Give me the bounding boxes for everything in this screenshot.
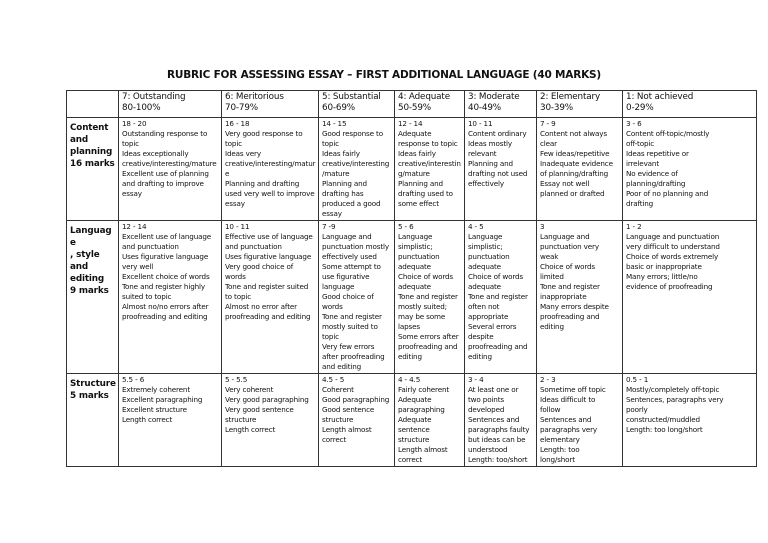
descriptor-line: poorly <box>626 405 648 414</box>
rubric-cell <box>319 118 395 221</box>
column-level-name: 1: Not achieved <box>626 92 694 102</box>
descriptor-line: and editing <box>322 362 362 371</box>
descriptor-line: Choice of words <box>398 272 454 281</box>
descriptor-line: Length correct <box>225 425 276 434</box>
descriptor-line: correct <box>398 455 423 464</box>
column-percent-range: 70-79% <box>225 103 259 113</box>
descriptor-line: follow <box>540 405 561 414</box>
column-level-name: 2: Elementary <box>540 92 601 102</box>
descriptor-line: Excellent choice of words <box>122 272 210 281</box>
descriptor-line: very difficult to understand <box>626 242 720 251</box>
descriptor-line: Ideas fairly <box>322 149 360 158</box>
descriptor-line: Inadequate evidence <box>540 159 613 168</box>
descriptor-line: Few ideas/repetitive <box>540 149 610 158</box>
criterion-label-line: , style <box>70 250 100 260</box>
mark-range: 2 - 3 <box>540 375 556 384</box>
mark-range: 10 - 11 <box>225 222 250 231</box>
rubric-cell <box>395 118 465 221</box>
descriptor-line: Tone and register <box>322 312 382 321</box>
criterion-row <box>67 221 757 374</box>
descriptor-line: editing <box>468 352 492 361</box>
criterion-label <box>67 118 119 221</box>
descriptor-line: topic <box>225 139 242 148</box>
descriptor-line: evidence of proofreading <box>626 282 713 291</box>
criterion-label-line: editing <box>70 274 105 284</box>
descriptor-line: Tone and register <box>468 292 528 301</box>
header-corner-cell <box>67 91 119 118</box>
descriptor-line: use figurative <box>322 272 370 281</box>
descriptor-line: Content ordinary <box>468 129 527 138</box>
column-percent-range: 30-39% <box>540 103 574 113</box>
descriptor-line: Length: too/short <box>468 455 528 464</box>
descriptor-line: Mostly/completely off-topic <box>626 385 720 394</box>
descriptor-line: Planning and <box>468 159 513 168</box>
criterion-label-line: 9 marks <box>70 286 109 296</box>
column-percent-range: 0-29% <box>626 103 654 113</box>
descriptor-line: limited <box>540 272 564 281</box>
descriptor-line: but ideas can be <box>468 435 526 444</box>
descriptor-line: appropriate <box>468 312 509 321</box>
descriptor-line: adequate <box>468 282 501 291</box>
descriptor-line: /mature <box>322 169 350 178</box>
descriptor-line: adequate <box>398 282 431 291</box>
descriptor-line: long/short <box>540 455 575 464</box>
descriptor-line: elementary <box>540 435 580 444</box>
descriptor-line: Almost no error after <box>225 302 297 311</box>
descriptor-line: mostly suited; <box>398 302 447 311</box>
descriptor-line: proofreading and <box>468 342 528 351</box>
descriptor-line: lapses <box>398 322 420 331</box>
descriptor-line: topic <box>322 332 339 341</box>
rubric-cell <box>319 374 395 467</box>
descriptor-line: structure <box>322 415 354 424</box>
mark-range: 3 - 6 <box>626 119 642 128</box>
column-level-name: 6: Meritorious <box>225 92 284 102</box>
descriptor-line: Tone and register suited <box>225 282 309 291</box>
descriptor-line: Very good choice of <box>225 262 294 271</box>
descriptor-line: creative/interesting/mature <box>398 159 461 178</box>
mark-range: 5 - 6 <box>398 222 414 231</box>
descriptor-line: two points <box>468 395 504 404</box>
column-level-name: 7: Outstanding <box>122 92 186 102</box>
descriptor-line: Content not always <box>540 129 607 138</box>
descriptor-line: drafting <box>626 199 654 208</box>
mark-range: 12 - 14 <box>122 222 147 231</box>
descriptor-line: Some attempt to <box>322 262 381 271</box>
descriptor-line: Ideas difficult to <box>540 395 596 404</box>
descriptor-line: Adequate <box>398 415 432 424</box>
descriptor-line: Choice of words <box>540 262 596 271</box>
descriptor-line: Good response to <box>322 129 383 138</box>
descriptor-line: Many errors despite <box>540 302 609 311</box>
descriptor-line: Content off-topic/mostly <box>626 129 710 138</box>
mark-range: 4 - 5 <box>468 222 484 231</box>
descriptor-line: produced a good <box>322 199 381 208</box>
descriptor-line: Coherent <box>322 385 354 394</box>
criterion-label <box>67 221 119 374</box>
descriptor-line: punctuation very <box>540 242 599 251</box>
descriptor-line: Language and <box>322 232 372 241</box>
rubric-cell <box>222 374 319 467</box>
column-percent-range: 80-100% <box>122 103 161 113</box>
descriptor-line: Tone and register <box>540 282 600 291</box>
descriptor-line: Very coherent <box>225 385 274 394</box>
descriptor-line: Several errors <box>468 322 517 331</box>
descriptor-line: correct <box>322 435 347 444</box>
column-header <box>537 91 623 118</box>
criterion-label-line: planning <box>70 147 113 157</box>
mark-range: 5 - 5.5 <box>225 375 248 384</box>
descriptor-line: developed <box>468 405 505 414</box>
descriptor-line: creative/interesting/mature <box>225 159 316 178</box>
criterion-row <box>67 374 757 467</box>
descriptor-line: Ideas repetitive or <box>626 149 689 158</box>
descriptor-line: irrelevant <box>626 159 659 168</box>
descriptor-line: relevant <box>468 149 497 158</box>
descriptor-line: may be some <box>398 312 446 321</box>
descriptor-line: Tone and register <box>398 292 458 301</box>
descriptor-line: Sometime off topic <box>540 385 606 394</box>
rubric-cell <box>119 118 222 221</box>
descriptor-line: Some errors after <box>398 332 459 341</box>
descriptor-line: Very good sentence <box>225 405 294 414</box>
rubric-cell <box>623 221 757 374</box>
descriptor-line: drafting has <box>322 189 364 198</box>
descriptor-line: Language <box>468 232 503 241</box>
rubric-title: RUBRIC FOR ASSESSING ESSAY – FIRST ADDITIONAL LANGUAGE (40 MARKS) <box>167 69 601 81</box>
header-row <box>67 91 757 118</box>
column-level-name: 5: Substantial <box>322 92 381 102</box>
criterion-label-line: 16 marks <box>70 159 115 169</box>
descriptor-line: Poor of no planning and <box>626 189 709 198</box>
descriptor-line: Ideas very <box>225 149 261 158</box>
rubric-table <box>66 90 757 467</box>
descriptor-line: proofreading and editing <box>122 312 208 321</box>
column-percent-range: 60-69% <box>322 103 356 113</box>
descriptor-line: Ideas fairly <box>398 149 436 158</box>
descriptor-line: some effect <box>398 199 439 208</box>
descriptor-line: Good paragraphing <box>322 395 390 404</box>
descriptor-line: Excellent structure <box>122 405 187 414</box>
descriptor-line: effectively <box>468 179 504 188</box>
column-header <box>465 91 537 118</box>
descriptor-line: drafting not used <box>468 169 528 178</box>
descriptor-line: paragraphs faulty <box>468 425 530 434</box>
descriptor-line: Length almost <box>398 445 448 454</box>
descriptor-line: Length almost <box>322 425 372 434</box>
descriptor-line: Length: too long/short <box>626 425 703 434</box>
descriptor-line: Sentences and <box>540 415 592 424</box>
mark-range: 14 - 15 <box>322 119 347 128</box>
criterion-label-line: and <box>70 135 89 145</box>
rubric-cell <box>623 374 757 467</box>
mark-range: 4.5 - 5 <box>322 375 345 384</box>
column-header <box>395 91 465 118</box>
mark-range: 7 -9 <box>322 222 336 231</box>
descriptor-line: Uses figurative language <box>225 252 312 261</box>
descriptor-line: often not <box>468 302 500 311</box>
descriptor-line: Adequate <box>398 129 432 138</box>
descriptor-line: words <box>322 302 343 311</box>
descriptor-line: effectively used <box>322 252 377 261</box>
descriptor-line: off-topic <box>626 139 655 148</box>
descriptor-line: structure <box>225 415 257 424</box>
column-header <box>319 91 395 118</box>
descriptor-line: and punctuation <box>122 242 179 251</box>
criterion-label-line: and <box>70 262 89 272</box>
descriptor-line: language <box>322 282 355 291</box>
rubric-cell <box>119 221 222 374</box>
descriptor-line: creative/interesting <box>322 159 390 168</box>
descriptor-line: Excellent use of language <box>122 232 212 241</box>
descriptor-line: Very few errors <box>322 342 375 351</box>
descriptor-line: proofreading and editing <box>225 312 311 321</box>
descriptor-line: Effective use of language <box>225 232 313 241</box>
descriptor-line: proofreading and <box>398 342 458 351</box>
descriptor-line: Planning and <box>398 179 443 188</box>
descriptor-line: Adequate <box>398 395 432 404</box>
descriptor-line: Fairly coherent <box>398 385 450 394</box>
descriptor-line: Language and punctuation <box>626 232 720 241</box>
descriptor-line: creative/interesting/mature <box>122 159 217 168</box>
descriptor-line: constructed/muddled <box>626 415 700 424</box>
descriptor-line: used very well to improve <box>225 189 315 198</box>
descriptor-line: paragraphing <box>398 405 445 414</box>
rubric-cell <box>537 221 623 374</box>
column-level-name: 3: Moderate <box>468 92 520 102</box>
rubric-cell <box>395 221 465 374</box>
mark-range: 10 - 11 <box>468 119 493 128</box>
descriptor-line: clear <box>540 139 557 148</box>
descriptor-line: essay <box>225 199 245 208</box>
mark-range: 7 - 9 <box>540 119 556 128</box>
criterion-label-line: Language <box>70 226 112 248</box>
criterion-label-line: Content <box>70 123 109 133</box>
descriptor-line: to topic <box>225 292 252 301</box>
descriptor-line: suited to topic <box>122 292 172 301</box>
descriptor-line: Ideas exceptionally <box>122 149 189 158</box>
descriptor-line: simplistic; <box>398 242 433 251</box>
mark-range: 4 - 4.5 <box>398 375 421 384</box>
descriptor-line: No evidence of <box>626 169 678 178</box>
rubric-cell <box>537 374 623 467</box>
descriptor-line: despite <box>468 332 494 341</box>
descriptor-line: planned or drafted <box>540 189 605 198</box>
rubric-cell <box>119 374 222 467</box>
descriptor-line: Choice of words <box>468 272 524 281</box>
descriptor-line: Good choice of <box>322 292 374 301</box>
descriptor-line: simplistic; <box>468 242 503 251</box>
criterion-label-line: 5 marks <box>70 391 109 401</box>
rubric-cell <box>465 221 537 374</box>
column-header <box>222 91 319 118</box>
descriptor-line: adequate <box>468 262 501 271</box>
rubric-cell <box>395 374 465 467</box>
descriptor-line: Outstanding response to <box>122 129 208 138</box>
rubric-cell <box>222 118 319 221</box>
descriptor-line: inappropriate <box>540 292 587 301</box>
rubric-cell <box>465 374 537 467</box>
criterion-label <box>67 374 119 467</box>
mark-range: 18 - 20 <box>122 119 147 128</box>
descriptor-line: Extremely coherent <box>122 385 191 394</box>
descriptor-line: editing <box>540 322 564 331</box>
descriptor-line: mostly suited to <box>322 322 378 331</box>
descriptor-line: proofreading and <box>540 312 600 321</box>
descriptor-line: response to topic <box>398 139 458 148</box>
descriptor-line: Very good response to <box>225 129 303 138</box>
mark-range: 3 <box>540 222 545 231</box>
rubric-cell <box>319 221 395 374</box>
descriptor-line: of planning/drafting <box>540 169 609 178</box>
descriptor-line: Essay not well <box>540 179 590 188</box>
descriptor-line: and drafting to improve <box>122 179 204 188</box>
descriptor-line: At least one or <box>468 385 519 394</box>
mark-range: 3 - 4 <box>468 375 484 384</box>
descriptor-line: Good sentence <box>322 405 375 414</box>
mark-range: 12 - 14 <box>398 119 423 128</box>
descriptor-line: planning/drafting <box>626 179 686 188</box>
descriptor-line: Planning and <box>322 179 367 188</box>
descriptor-line: Excellent paragraphing <box>122 395 203 404</box>
descriptor-line: and punctuation <box>225 242 282 251</box>
criterion-label-line: Structure <box>70 379 116 389</box>
descriptor-line: topic <box>122 139 139 148</box>
column-percent-range: 40-49% <box>468 103 502 113</box>
descriptor-line: Sentences, paragraphs very <box>626 395 724 404</box>
descriptor-line: sentence <box>398 425 430 434</box>
descriptor-line: drafting used to <box>398 189 453 198</box>
descriptor-line: understood <box>468 445 508 454</box>
descriptor-line: editing <box>398 352 422 361</box>
column-level-name: 4: Adequate <box>398 92 450 102</box>
descriptor-line: Uses figurative language <box>122 252 209 261</box>
descriptor-line: Sentences and <box>468 415 520 424</box>
rubric-cell <box>465 118 537 221</box>
descriptor-line: Choice of words extremely <box>626 252 719 261</box>
column-percent-range: 50-59% <box>398 103 432 113</box>
mark-range: 1 - 2 <box>626 222 642 231</box>
descriptor-line: structure <box>398 435 430 444</box>
descriptor-line: Almost no/no errors after <box>122 302 209 311</box>
descriptor-line: topic <box>322 139 339 148</box>
descriptor-line: Tone and register highly <box>122 282 205 291</box>
criterion-row <box>67 118 757 221</box>
mark-range: 16 - 18 <box>225 119 250 128</box>
descriptor-line: Planning and drafting <box>225 179 300 188</box>
descriptor-line: Excellent use of planning <box>122 169 209 178</box>
descriptor-line: Very good paragraphing <box>225 395 309 404</box>
descriptor-line: paragraphs very <box>540 425 598 434</box>
column-header <box>119 91 222 118</box>
descriptor-line: basic or inappropriate <box>626 262 702 271</box>
descriptor-line: adequate <box>398 262 431 271</box>
descriptor-line: Many errors; little/no <box>626 272 698 281</box>
descriptor-line: punctuation mostly <box>322 242 389 251</box>
mark-range: 5.5 - 6 <box>122 375 145 384</box>
descriptor-line: very well <box>122 262 154 271</box>
descriptor-line: words <box>225 272 246 281</box>
descriptor-line: Language and <box>540 232 590 241</box>
descriptor-line: Length: too <box>540 445 580 454</box>
descriptor-line: Length correct <box>122 415 173 424</box>
rubric-cell <box>623 118 757 221</box>
descriptor-line: Language <box>398 232 433 241</box>
rubric-cell <box>537 118 623 221</box>
descriptor-line: essay <box>122 189 142 198</box>
mark-range: 0.5 - 1 <box>626 375 649 384</box>
descriptor-line: punctuation <box>468 252 510 261</box>
rubric-cell <box>222 221 319 374</box>
descriptor-line: after proofreading <box>322 352 385 361</box>
descriptor-line: Ideas mostly <box>468 139 512 148</box>
descriptor-line: essay <box>322 209 342 218</box>
column-header <box>623 91 757 118</box>
descriptor-line: weak <box>540 252 559 261</box>
descriptor-line: punctuation <box>398 252 440 261</box>
